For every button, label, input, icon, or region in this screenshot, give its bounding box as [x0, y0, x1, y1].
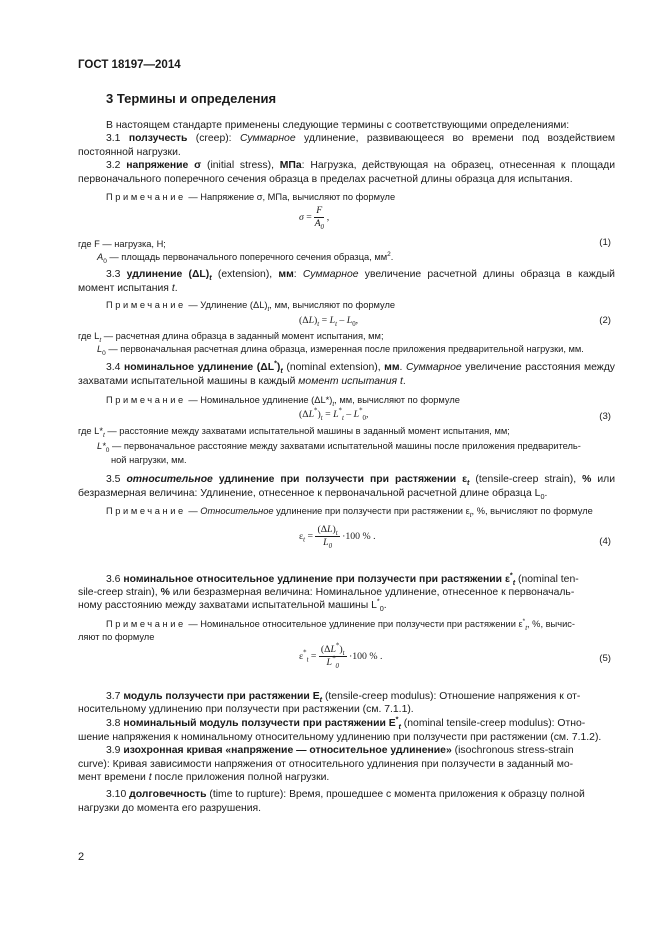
equation-number-3: (3)	[599, 411, 611, 422]
term-3-9: 3.9 изохронная кривая «напряжение — относительное удлинение» (isochronous stress-strain	[106, 745, 574, 756]
note-3: Примечание — Номинальное удлинение $(\Delta L*)_t$, мм, вычисляют по формуле	[106, 395, 460, 408]
term-3-3: 3.3 удлинение $(\Delta L)_t$ (extension), мм: Суммарное увеличение расчетной длины образца в каждый момент испытания t.	[78, 269, 615, 294]
term-3-4-name: номинальное удлинение (ΔL	[124, 362, 275, 373]
section-title: 3 Термины и определения	[106, 91, 277, 106]
formula-3: $(\Delta L^*)_t = L^*_t - L^*_0$,	[299, 407, 369, 422]
note-4: Примечание — Относительное удлинение при ползучести при растяжении $\varepsilon_t$, %, вычисляют по формуле	[106, 506, 593, 519]
equation-number-5: (5)	[599, 653, 611, 664]
term-3-8: 3.8 номинальный модуль ползучести при растяжении $E^*_t$ (nominal tensile-creep modulus): Отно-	[106, 714, 586, 732]
where-lt-star: где $L*_t$ — расстояние между захватами испытательной машины в заданный момент испытания, мм;	[78, 426, 510, 439]
where-l0-star-cont: ной нагрузки, мм.	[111, 455, 187, 465]
term-3-10-name: долговечность	[129, 789, 207, 800]
intro-text: В настоящем стандарте применены следующие термины с соответствующими определениями:	[106, 120, 570, 131]
term-3-6-line2: sile-creep strain), % или безразмерная величина: Номинальное удлинение, отнесенное к первоначаль-	[78, 587, 575, 598]
standard-header: ГОСТ 18197—2014	[78, 59, 181, 71]
equation-number-2: (2)	[599, 315, 611, 326]
term-3-1-name: ползучесть	[128, 133, 188, 144]
term-3-2-name: напряжение σ	[126, 160, 202, 171]
term-3-7-name: модуль ползучести при растяжении E	[123, 691, 320, 702]
formula-1: σ = $\frac{F}{A_0}$ ,	[299, 205, 330, 231]
term-3-7: 3.7 модуль ползучести при растяжении $E_t$ (tensile-creep modulus): Отношение напряжения к от-	[106, 691, 581, 705]
equation-number-1: (1)	[599, 237, 611, 248]
term-3-2: 3.2 напряжение σ (initial stress), МПа: Нагрузка, действующая на образец, отнесенная к площади первоначального поперечного сечения образца в пределах расчетной длины образца для испытания.	[78, 160, 615, 185]
formula-2: $(\Delta L)_t = L_t - L_0$,	[299, 315, 359, 328]
where-l0: $L_0$ — первоначальная расчетная длина образца, измеренная после приложения предварительной нагрузки, мм.	[97, 344, 584, 357]
where-lt: где $L_t$ — расчетная длина образца в заданный момент испытания, мм;	[78, 331, 384, 344]
term-3-3-name: удлинение (ΔL)	[126, 269, 210, 280]
term-3-9-line2: curve): Кривая зависимости напряжения от относительного удлинения при ползучести в заданный мо-	[78, 759, 574, 770]
term-3-1: 3.1 ползучесть (creep): Суммарное удлинение, развивающееся во времени под воздействием постоянной нагрузки.	[78, 133, 615, 158]
formula-4: $\varepsilon_t$ = $\frac{(\Delta L)_t}{L_0}$ ·100 % .	[299, 524, 376, 550]
term-3-10: 3.10 долговечность (time to rupture): Время, прошедшее с момента приложения к образцу полной	[106, 789, 585, 800]
equation-number-4: (4)	[599, 536, 611, 547]
term-3-8-line2: шение напряжения к номинальному относительному удлинению при ползучести при растяжении (см. 7.1.2).	[78, 732, 602, 743]
note-5: Примечание — Номинальное относительное удлинение при ползучести при растяжении $\varepsilon^*_t$, %, вычис-	[106, 617, 576, 632]
term-3-8-name: номинальный модуль ползучести при растяжении E	[123, 718, 396, 729]
note-1: Примечание — Напряжение σ, МПа, вычисляют по формуле	[106, 192, 396, 202]
term-3-5: 3.5 относительное удлинение при ползучести при растяжении $\varepsilon_t$ (tensile-creep strain), % или безразмерная величина: Удлинение, отнесенное к первоначальной расчетной длине образца $L_0$.	[78, 474, 616, 501]
term-3-6: 3.6 номинальное относительное удлинение при ползучести при растяжении $\varepsilon^*_t$ (nominal ten-	[106, 570, 579, 588]
term-3-6-name: номинальное относительное удлинение при ползучести при растяжении ε	[123, 574, 510, 585]
term-3-6-line3: ному расстоянию между захватами испытательной машины $L^*_0$.	[78, 596, 387, 614]
term-3-9-line3: мент времени t после приложения полной нагрузки.	[78, 772, 330, 783]
note-2: Примечание — Удлинение $(\Delta L)_t$, мм, вычисляют по формуле	[106, 300, 396, 313]
where-a0: $A_0$ — площадь первоначального поперечного сечения образца, $мм^2$.	[97, 250, 394, 265]
formula-5: $\varepsilon^*_t$ = $\frac{(\Delta L^*)_t}{L^*_0}$ ·100 % .	[299, 642, 383, 670]
term-3-7-line2: носительному удлинению при ползучести при растяжении (см. 7.1.1).	[78, 704, 414, 715]
term-3-9-name: изохронная кривая «напряжение — относительное удлинение»	[123, 745, 452, 756]
term-3-5-name-it: относительное	[126, 474, 213, 485]
term-3-10-line2: нагрузки до момента его разрушения.	[78, 803, 262, 814]
where-l0-star: $L*_0$ — первоначальное расстояние между захватами испытательной машины после приложения предваритель-	[97, 441, 581, 454]
note-5-cont: ляют по формуле	[78, 632, 155, 642]
term-3-4: 3.4 номинальное удлинение $(\Delta L^*)_t$ (nominal extension), мм. Суммарное увеличение расстояния между захватами испытательной машины в каждый момент испытания t.	[78, 358, 615, 387]
where-f: где F — нагрузка, Н;	[78, 239, 166, 249]
page-number: 2	[78, 851, 85, 863]
